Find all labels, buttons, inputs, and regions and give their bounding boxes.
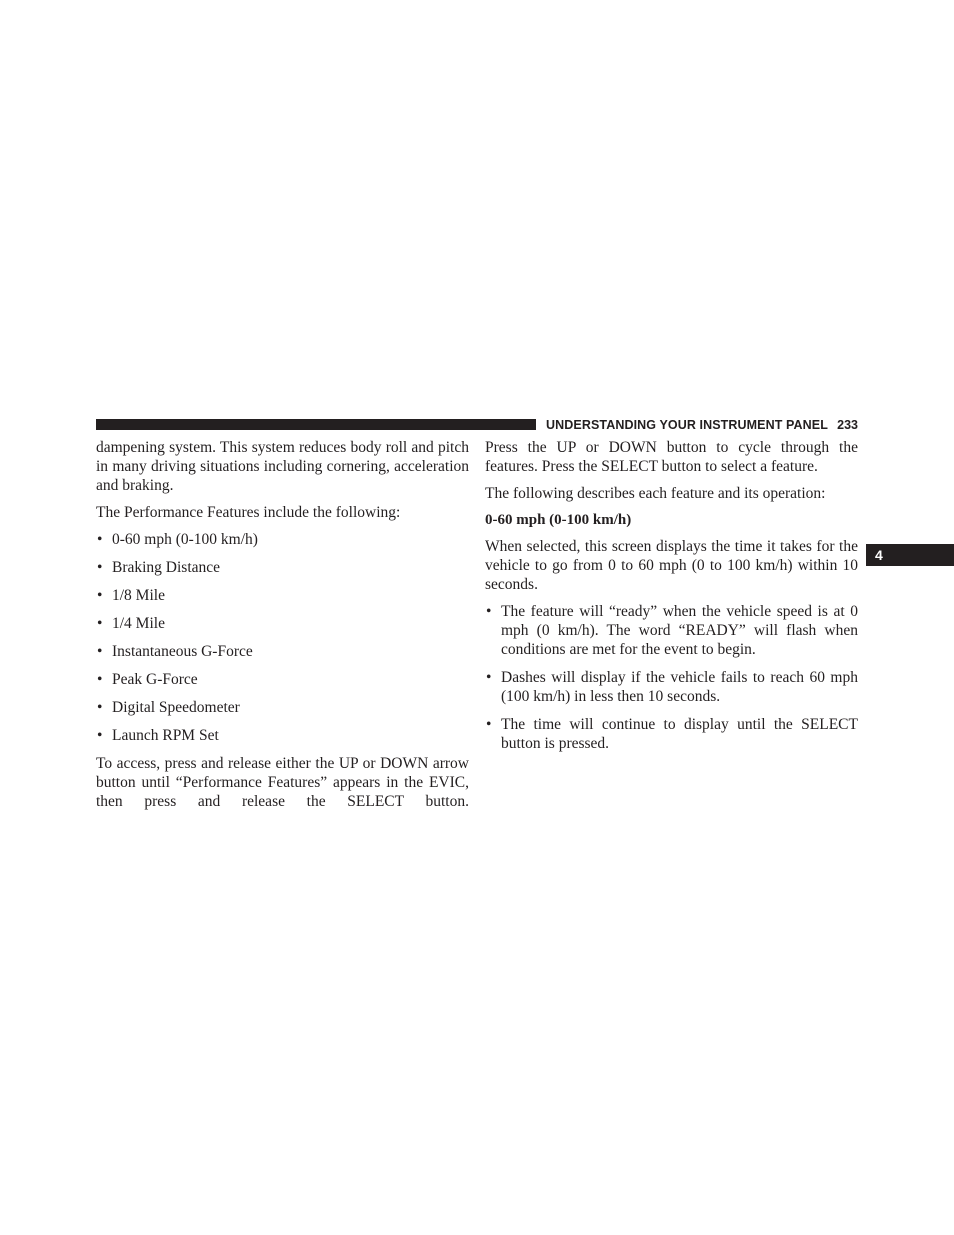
intro-paragraph: dampening system. This system reduces body roll and pitch in many driving situations including cornering, acceleration and braking. [96,439,469,494]
cycle-instructions: Press the UP or DOWN button to cycle through the features. Press the SELECT button to select a feature. [485,439,858,475]
list-item: • 1/8 Mile [97,587,165,604]
list-item: • Digital Speedometer [97,699,240,716]
right-column [485,438,858,762]
bullet-icon: • [97,727,103,744]
features-description-intro: The following describes each feature and its operation: [485,485,826,502]
list-item: • The time will continue to display until the SELECT button is pressed. [486,716,858,752]
bullet-icon: • [97,559,103,576]
list-item: • Dashes will display if the vehicle fails to reach 60 mph (100 km/h) in less then 10 seconds. [486,669,858,705]
bullet-icon: • [97,587,103,604]
zero-sixty-notes-list [485,602,858,753]
bullet-icon: • [486,603,492,620]
list-item: • Launch RPM Set [97,727,219,744]
access-instructions: To access, press and release either the UP or DOWN arrow button until “Performance Features” appears in the EVIC, then press and release the SELECT button. [96,755,469,810]
bullet-icon: • [97,671,103,688]
running-header-title: UNDERSTANDING YOUR INSTRUMENT PANEL [546,418,828,432]
chapter-number: 4 [875,547,883,563]
page-number: 233 [837,418,858,432]
list-item: • 0-60 mph (0-100 km/h) [97,531,258,548]
section-heading: 0-60 mph (0-100 km/h) [485,512,632,528]
bullet-icon: • [97,615,103,632]
left-column [96,438,469,819]
list-item: • 1/4 Mile [97,615,165,632]
list-item: • Peak G-Force [97,671,198,688]
bullet-icon: • [486,716,492,733]
bullet-icon: • [97,699,103,716]
header-rule [96,419,536,430]
list-item: • The feature will “ready” when the vehicle speed is at 0 mph (0 km/h). The word “READY” will flash when conditions are met for the event to begin. [486,603,858,658]
performance-features-list [96,530,469,745]
bullet-icon: • [97,531,103,548]
zero-sixty-description: When selected, this screen displays the time it takes for the vehicle to go from 0 to 60 mph (0 to 100 km/h) within 10 seconds. [485,538,858,593]
bullet-icon: • [486,669,492,686]
chapter-tab [866,544,954,566]
list-item: • Braking Distance [97,559,221,576]
bullet-icon: • [97,643,103,660]
list-item: • Instantaneous G-Force [97,643,253,660]
features-intro: The Performance Features include the following: [96,504,401,521]
